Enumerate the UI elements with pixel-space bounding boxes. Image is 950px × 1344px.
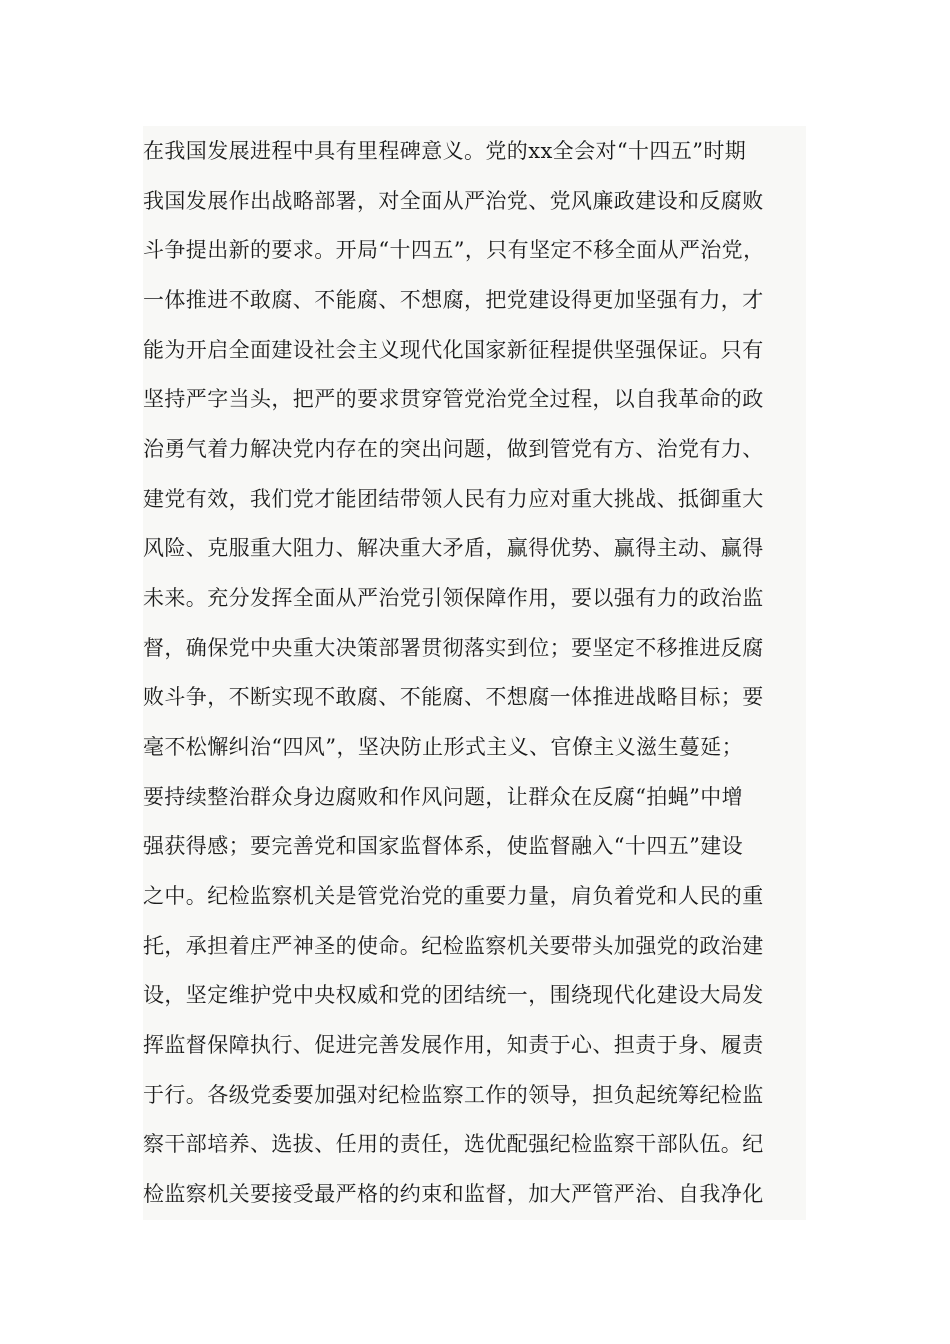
text-line: 未来。充分发挥全面从严治党引领保障作用，要以强有力的政治监	[143, 586, 764, 610]
text-line: 督，确保党中央重大决策部署贯彻落实到位；要坚定不移推进反腐	[143, 636, 764, 660]
text-line: 之中。纪检监察机关是管党治党的重要力量，肩负着党和人民的重	[143, 884, 764, 908]
text-line: 能为开启全面建设社会主义现代化国家新征程提供坚强保证。只有	[143, 338, 764, 362]
text-line: 一体推进不敢腐、不能腐、不想腐，把党建设得更加坚强有力，才	[143, 288, 764, 312]
text-line: 坚持严字当头，把严的要求贯穿管党治党全过程，以自我革命的政	[143, 387, 764, 411]
text-line: 斗争提出新的要求。开局“十四五”，只有坚定不移全面从严治党，	[143, 238, 765, 262]
text-line: 建党有效，我们党才能团结带领人民有力应对重大挑战、抵御重大	[143, 487, 764, 511]
text-line: 我国发展作出战略部署，对全面从严治党、党风廉政建设和反腐败	[143, 189, 764, 213]
text-line: 治勇气着力解决党内存在的突出问题，做到管党有方、治党有力、	[143, 437, 764, 461]
text-line: 强获得感；要完善党和国家监督体系，使监督融入“十四五”建设	[143, 834, 744, 858]
text-line: 察干部培养、选拔、任用的责任，选优配强纪检监察干部队伍。纪	[143, 1132, 764, 1156]
text-line: 毫不松懈纠治“四风”，坚决防止形式主义、官僚主义滋生蔓延；	[143, 735, 744, 759]
text-line: 在我国发展进程中具有里程碑意义。党的xx全会对“十四五”时期	[143, 139, 747, 163]
text-line: 败斗争，不断实现不敢腐、不能腐、不想腐一体推进战略目标；要	[143, 685, 764, 709]
text-line: 要持续整治群众身边腐败和作风问题，让群众在反腐“拍蝇”中增	[143, 785, 744, 809]
text-line: 挥监督保障执行、促进完善发展作用，知责于心、担责于身、履责	[143, 1033, 764, 1057]
text-line: 检监察机关要接受最严格的约束和监督，加大严管严治、自我净化	[143, 1182, 764, 1206]
text-line: 托，承担着庄严神圣的使命。纪检监察机关要带头加强党的政治建	[143, 934, 764, 958]
body-text-block	[143, 126, 806, 1220]
text-line: 风险、克服重大阻力、解决重大矛盾，赢得优势、赢得主动、赢得	[143, 536, 764, 560]
text-line: 于行。各级党委要加强对纪检监察工作的领导，担负起统筹纪检监	[143, 1083, 764, 1107]
text-line: 设，坚定维护党中央权威和党的团结统一，围绕现代化建设大局发	[143, 983, 764, 1007]
